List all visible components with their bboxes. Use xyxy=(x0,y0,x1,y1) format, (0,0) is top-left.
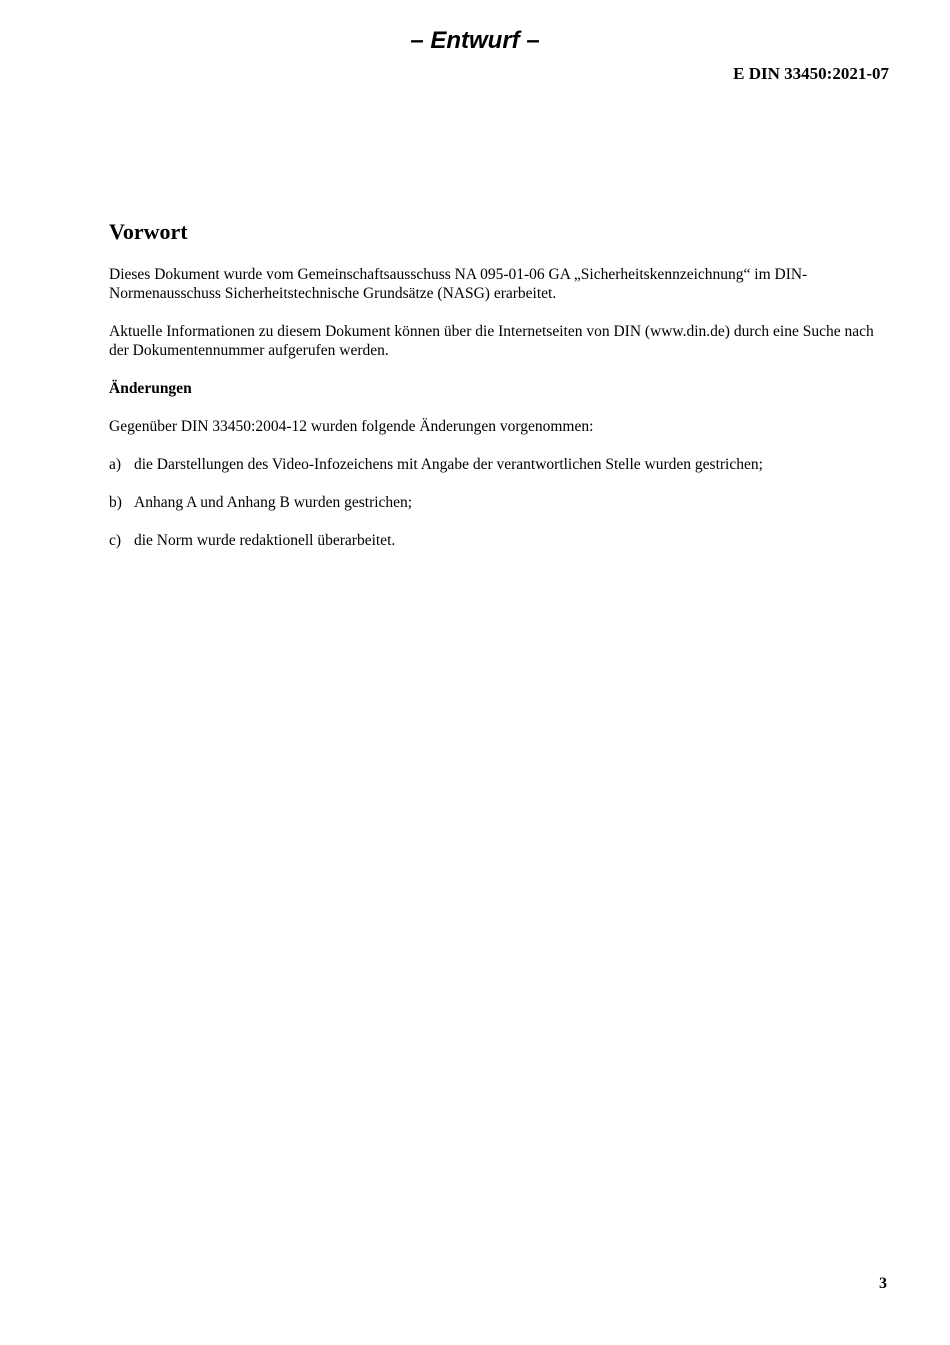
changes-intro: Gegenüber DIN 33450:2004-12 wurden folgende Änderungen vorgenommen: xyxy=(109,418,594,435)
list-marker: c) xyxy=(109,532,122,549)
list-item-text: die Darstellungen des Video-Infozeichens mit Angabe der verantwortlichen Stelle wurden gestrichen; xyxy=(134,456,763,473)
foreword-section xyxy=(109,218,894,569)
foreword-paragraph-committee: Dieses Dokument wurde vom Gemeinschaftsausschuss NA 095-01-06 GA „Sicherheitskennzeichnung“ im DIN-Normenausschuss Sicherheitstechnische Grundsätze (NASG) erarbeitet. xyxy=(109,266,808,302)
list-marker: b) xyxy=(109,494,122,511)
section-title: Vorwort xyxy=(109,219,188,244)
list-item xyxy=(109,493,894,512)
changes-heading: Änderungen xyxy=(109,380,192,397)
draft-watermark-heading: – Entwurf – xyxy=(410,27,540,54)
list-item-text: Anhang A und Anhang B wurden gestrichen; xyxy=(134,494,413,511)
changes-list xyxy=(109,455,894,550)
list-marker: a) xyxy=(109,456,122,473)
page-number: 3 xyxy=(879,1275,887,1292)
list-item xyxy=(109,531,894,550)
document-identifier: E DIN 33450:2021-07 xyxy=(733,64,889,83)
list-item-text: die Norm wurde redaktionell überarbeitet. xyxy=(134,532,396,549)
foreword-paragraph-information: Aktuelle Informationen zu diesem Dokument können über die Internetseiten von DIN (www.din.de) durch eine Suche nach der Dokumentennummer aufgerufen werden. xyxy=(109,323,874,359)
list-item xyxy=(109,455,894,474)
